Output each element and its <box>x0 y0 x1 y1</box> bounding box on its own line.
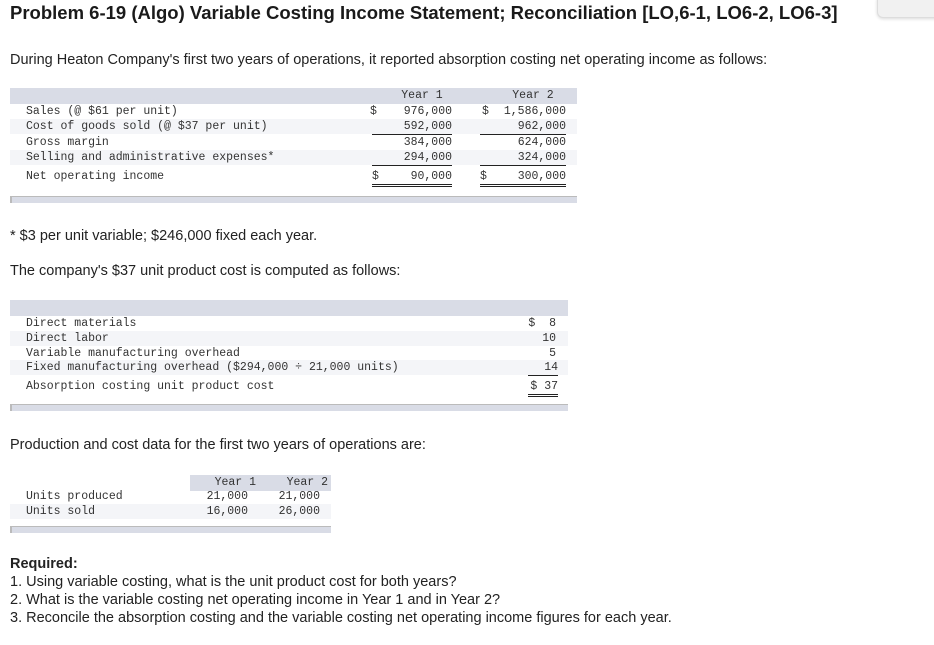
row-label: Fixed manufacturing overhead ($294,000 ÷ 21,000 units) <box>26 361 399 374</box>
row-label: Variable manufacturing overhead <box>26 347 240 360</box>
unit-cost-table <box>10 300 568 412</box>
year-2-value: 962,000 <box>480 119 566 135</box>
header-year-1: Year 1 <box>401 89 443 102</box>
footnote: * $3 per unit variable; $246,000 fixed each year. <box>10 228 318 244</box>
year-2-value: 300,000 <box>517 170 566 183</box>
currency-symbol: $ <box>480 169 566 187</box>
row-label: Net operating income <box>26 170 165 183</box>
production-table <box>10 475 331 535</box>
table-row <box>10 346 568 361</box>
row-value: 10 <box>542 332 556 345</box>
table-row <box>10 360 568 375</box>
table-row <box>10 135 577 150</box>
year-1-value: 384,000 <box>403 136 452 149</box>
intro-text: During Heaton Company's first two years of operations, it reported absorption costing net operating income as follows: <box>10 52 768 68</box>
income-statement-table <box>10 88 577 204</box>
table-row <box>10 119 577 134</box>
row-value: $ 8 <box>528 317 556 330</box>
row-value: 5 <box>549 347 556 360</box>
cost-intro-text: The company's $37 unit product cost is computed as follows: <box>10 263 401 279</box>
page-title: Problem 6-19 (Algo) Variable Costing Income Statement; Reconciliation [LO,6-1, LO6-2, LO6-3] <box>10 2 838 23</box>
year-1-value: 294,000 <box>372 150 452 166</box>
table-row <box>10 104 577 119</box>
row-label: Units produced <box>26 490 123 503</box>
table-row <box>10 331 568 346</box>
year-1-value: 90,000 <box>410 170 452 183</box>
table-footer-bar <box>10 404 568 411</box>
required-item-1: 1. Using variable costing, what is the unit product cost for both years? <box>10 574 457 590</box>
currency-symbol: $ <box>482 105 489 118</box>
row-label: Absorption costing unit product cost <box>26 380 275 393</box>
year-2-value: 1,586,000 <box>503 105 566 118</box>
header-year-2: Year 2 <box>286 476 328 489</box>
table-header <box>10 300 568 316</box>
currency-symbol: $ <box>370 105 377 118</box>
required-item-2: 2. What is the variable costing net operating income in Year 1 and in Year 2? <box>10 592 501 608</box>
table-header <box>10 88 577 104</box>
year-1-value: 21,000 <box>206 490 248 503</box>
year-2-value: 324,000 <box>480 150 566 166</box>
top-right-panel[interactable] <box>877 0 934 18</box>
table-row <box>10 150 577 165</box>
header-year-1: Year 1 <box>214 476 256 489</box>
row-label: Units sold <box>26 505 96 518</box>
row-label: Direct labor <box>26 332 109 345</box>
table-row <box>10 169 577 184</box>
table-row <box>10 489 331 504</box>
year-1-value: 16,000 <box>206 505 248 518</box>
table-footer-bar <box>10 196 577 203</box>
row-label: Gross margin <box>26 136 109 149</box>
required-heading: Required: <box>10 556 78 572</box>
year-1-value: 592,000 <box>372 119 452 135</box>
year-2-value: 21,000 <box>278 490 320 503</box>
table-row <box>10 379 568 394</box>
row-label: Cost of goods sold (@ $37 per unit) <box>26 120 268 133</box>
year-2-value: 26,000 <box>278 505 320 518</box>
required-item-3: 3. Reconcile the absorption costing and the variable costing net operating income figures for each year. <box>10 610 672 626</box>
currency-symbol: $ <box>372 169 452 187</box>
table-row <box>10 316 568 331</box>
row-label: Direct materials <box>26 317 137 330</box>
row-value: $ 37 <box>528 379 558 397</box>
year-2-value: 624,000 <box>517 136 566 149</box>
table-footer-bar <box>10 526 331 533</box>
year-1-value: 976,000 <box>403 105 452 118</box>
row-label: Sales (@ $61 per unit) <box>26 105 178 118</box>
production-intro-text: Production and cost data for the first two years of operations are: <box>10 437 426 453</box>
row-label: Selling and administrative expenses* <box>26 151 275 164</box>
header-year-2: Year 2 <box>512 89 554 102</box>
row-value: 14 <box>528 360 558 376</box>
table-row <box>10 504 331 519</box>
